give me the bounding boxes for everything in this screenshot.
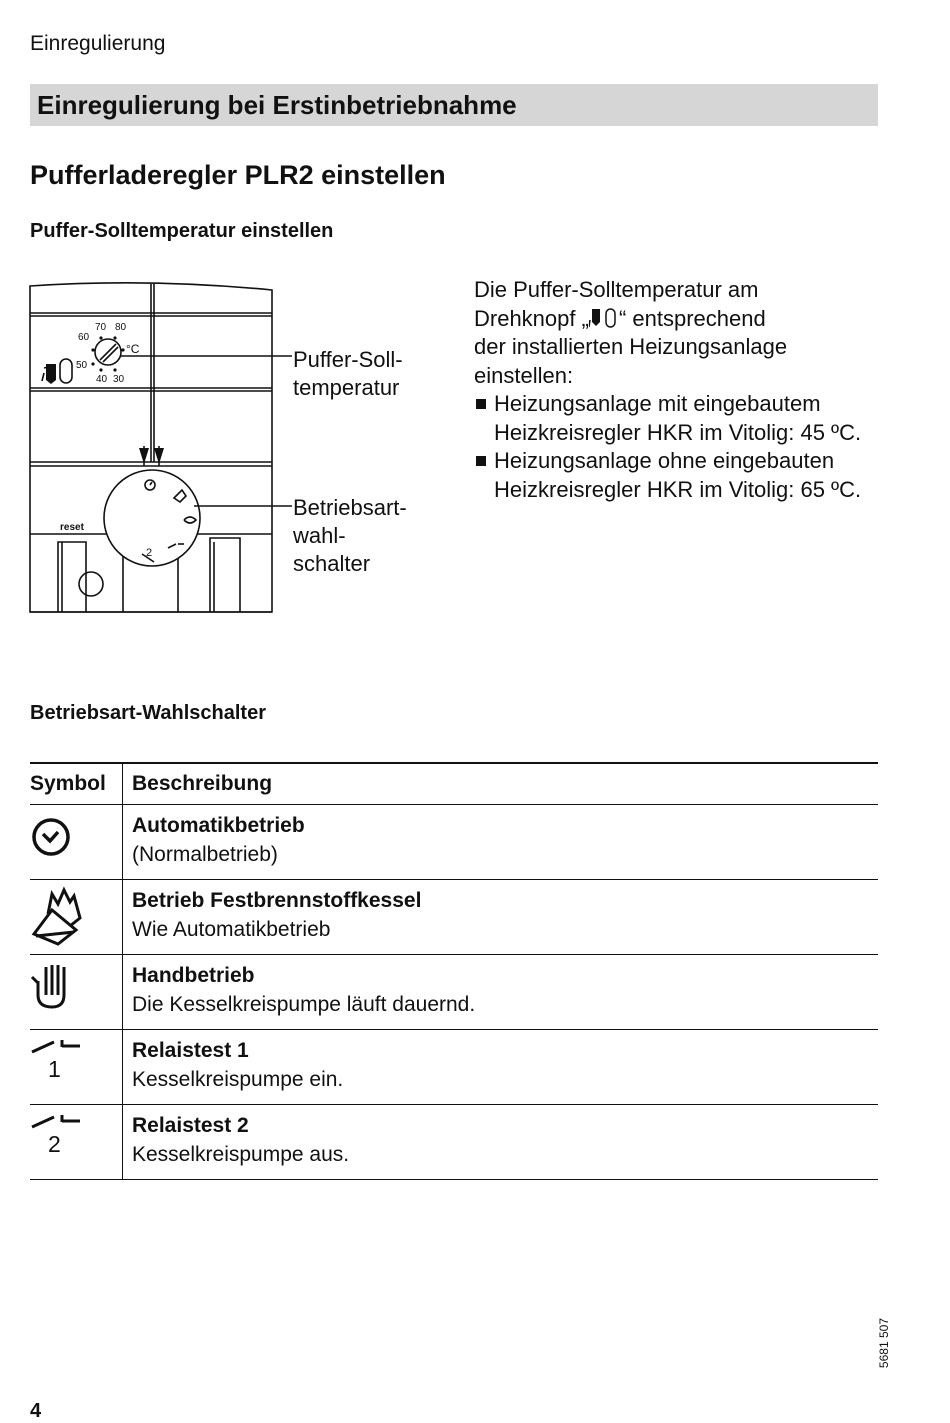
symbol-cell	[30, 1030, 123, 1105]
description-cell	[123, 1030, 879, 1105]
setpoint-instructions	[474, 276, 894, 504]
dial-label-30: 30	[113, 374, 125, 385]
instruction-line: Die Puffer-Solltemperatur am	[474, 277, 759, 302]
mode-description: (Normalbetrieb)	[132, 843, 278, 866]
instruction-text: “ entsprechend	[618, 305, 766, 331]
table-header-row	[30, 763, 878, 805]
bullet-square-icon	[476, 456, 486, 466]
table-row	[30, 880, 878, 955]
mode-title: Betrieb Festbrennstoffkessel	[132, 889, 422, 912]
instruction-line: einstellen:	[474, 362, 574, 388]
instruction-line	[474, 305, 894, 334]
description-cell	[123, 955, 879, 1030]
mode-description: Kesselkreispumpe aus.	[132, 1143, 350, 1166]
relay-number: 2	[48, 1131, 61, 1157]
instruction-line: der installierten Heizungsanlage	[474, 334, 788, 359]
table-row	[30, 1030, 878, 1105]
relay-switch-icon	[30, 1030, 122, 1098]
bullet-item	[474, 390, 894, 447]
bullet-line: Heizkreisregler HKR im Vitolig: 65 ºC.	[494, 476, 862, 502]
mode-switch-table	[30, 762, 878, 1180]
callout-setpoint-line2: temperatur	[293, 375, 400, 400]
mode-title: Automatikbetrieb	[132, 814, 305, 837]
dial-label-60: 60	[78, 332, 90, 343]
mode-title: Relaistest 1	[132, 1039, 249, 1062]
controller-diagram	[28, 280, 428, 620]
bullet-item	[474, 447, 894, 504]
callout-mode-line2: wahl-	[293, 523, 346, 548]
description-cell	[123, 880, 879, 955]
callout-setpoint-line1: Puffer-Soll-	[293, 347, 403, 372]
description-cell	[123, 1105, 879, 1180]
relay-number: 1	[48, 1056, 61, 1082]
mode-description: Wie Automatikbetrieb	[132, 918, 331, 941]
section-title-bar	[30, 84, 878, 126]
instruction-text: Drehknopf „	[474, 305, 589, 331]
bullet-line: Heizungsanlage ohne eingebauten	[494, 448, 835, 473]
page-number: 4	[30, 1400, 42, 1422]
hand-icon	[30, 955, 122, 1023]
mode-description: Die Kesselkreispumpe läuft dauernd.	[132, 993, 476, 1016]
running-header: Einregulierung	[30, 32, 166, 55]
symbol-cell	[30, 955, 123, 1030]
symbol-cell	[30, 805, 123, 880]
relay-switch-icon	[30, 1105, 122, 1173]
dial-label-40: 40	[96, 374, 108, 385]
clock-icon	[30, 805, 122, 873]
thermometer-icon	[589, 307, 619, 329]
bullet-line: Heizungsanlage mit eingebautem	[494, 391, 821, 416]
dial-label-80: 80	[115, 322, 127, 333]
dial-label-unit: °C	[126, 342, 140, 356]
document-number: 5681 507	[877, 1318, 891, 1369]
symbol-cell	[30, 880, 123, 955]
section-title: Einregulierung bei Erstinbetriebnahme	[37, 90, 517, 120]
table-row	[30, 805, 878, 880]
bullet-square-icon	[476, 399, 486, 409]
description-cell	[123, 805, 879, 880]
dial-label-70: 70	[95, 322, 107, 333]
table-row	[30, 955, 878, 1030]
column-header-symbol: Symbol	[30, 763, 123, 805]
relay-label: 2	[146, 547, 153, 559]
column-header-description: Beschreibung	[123, 763, 879, 805]
table-row	[30, 1105, 878, 1180]
callout-mode-line3: schalter	[293, 551, 371, 576]
mode-description: Kesselkreispumpe ein.	[132, 1068, 344, 1091]
dial-label-50: 50	[76, 360, 88, 371]
callout-mode-line1: Betriebsart-	[293, 495, 407, 520]
mode-title: Relaistest 2	[132, 1114, 249, 1137]
solid-fuel-boiler-icon	[30, 880, 122, 948]
reset-label: reset	[60, 522, 84, 533]
subsection-title: Pufferladeregler PLR2 einstellen	[30, 160, 446, 190]
mode-switch-heading: Betriebsart-Wahlschalter	[30, 702, 266, 724]
setpoint-heading: Puffer-Solltemperatur einstellen	[30, 220, 334, 242]
symbol-cell	[30, 1105, 123, 1180]
mode-title: Handbetrieb	[132, 964, 255, 987]
bullet-line: Heizkreisregler HKR im Vitolig: 45 ºC.	[494, 419, 862, 445]
